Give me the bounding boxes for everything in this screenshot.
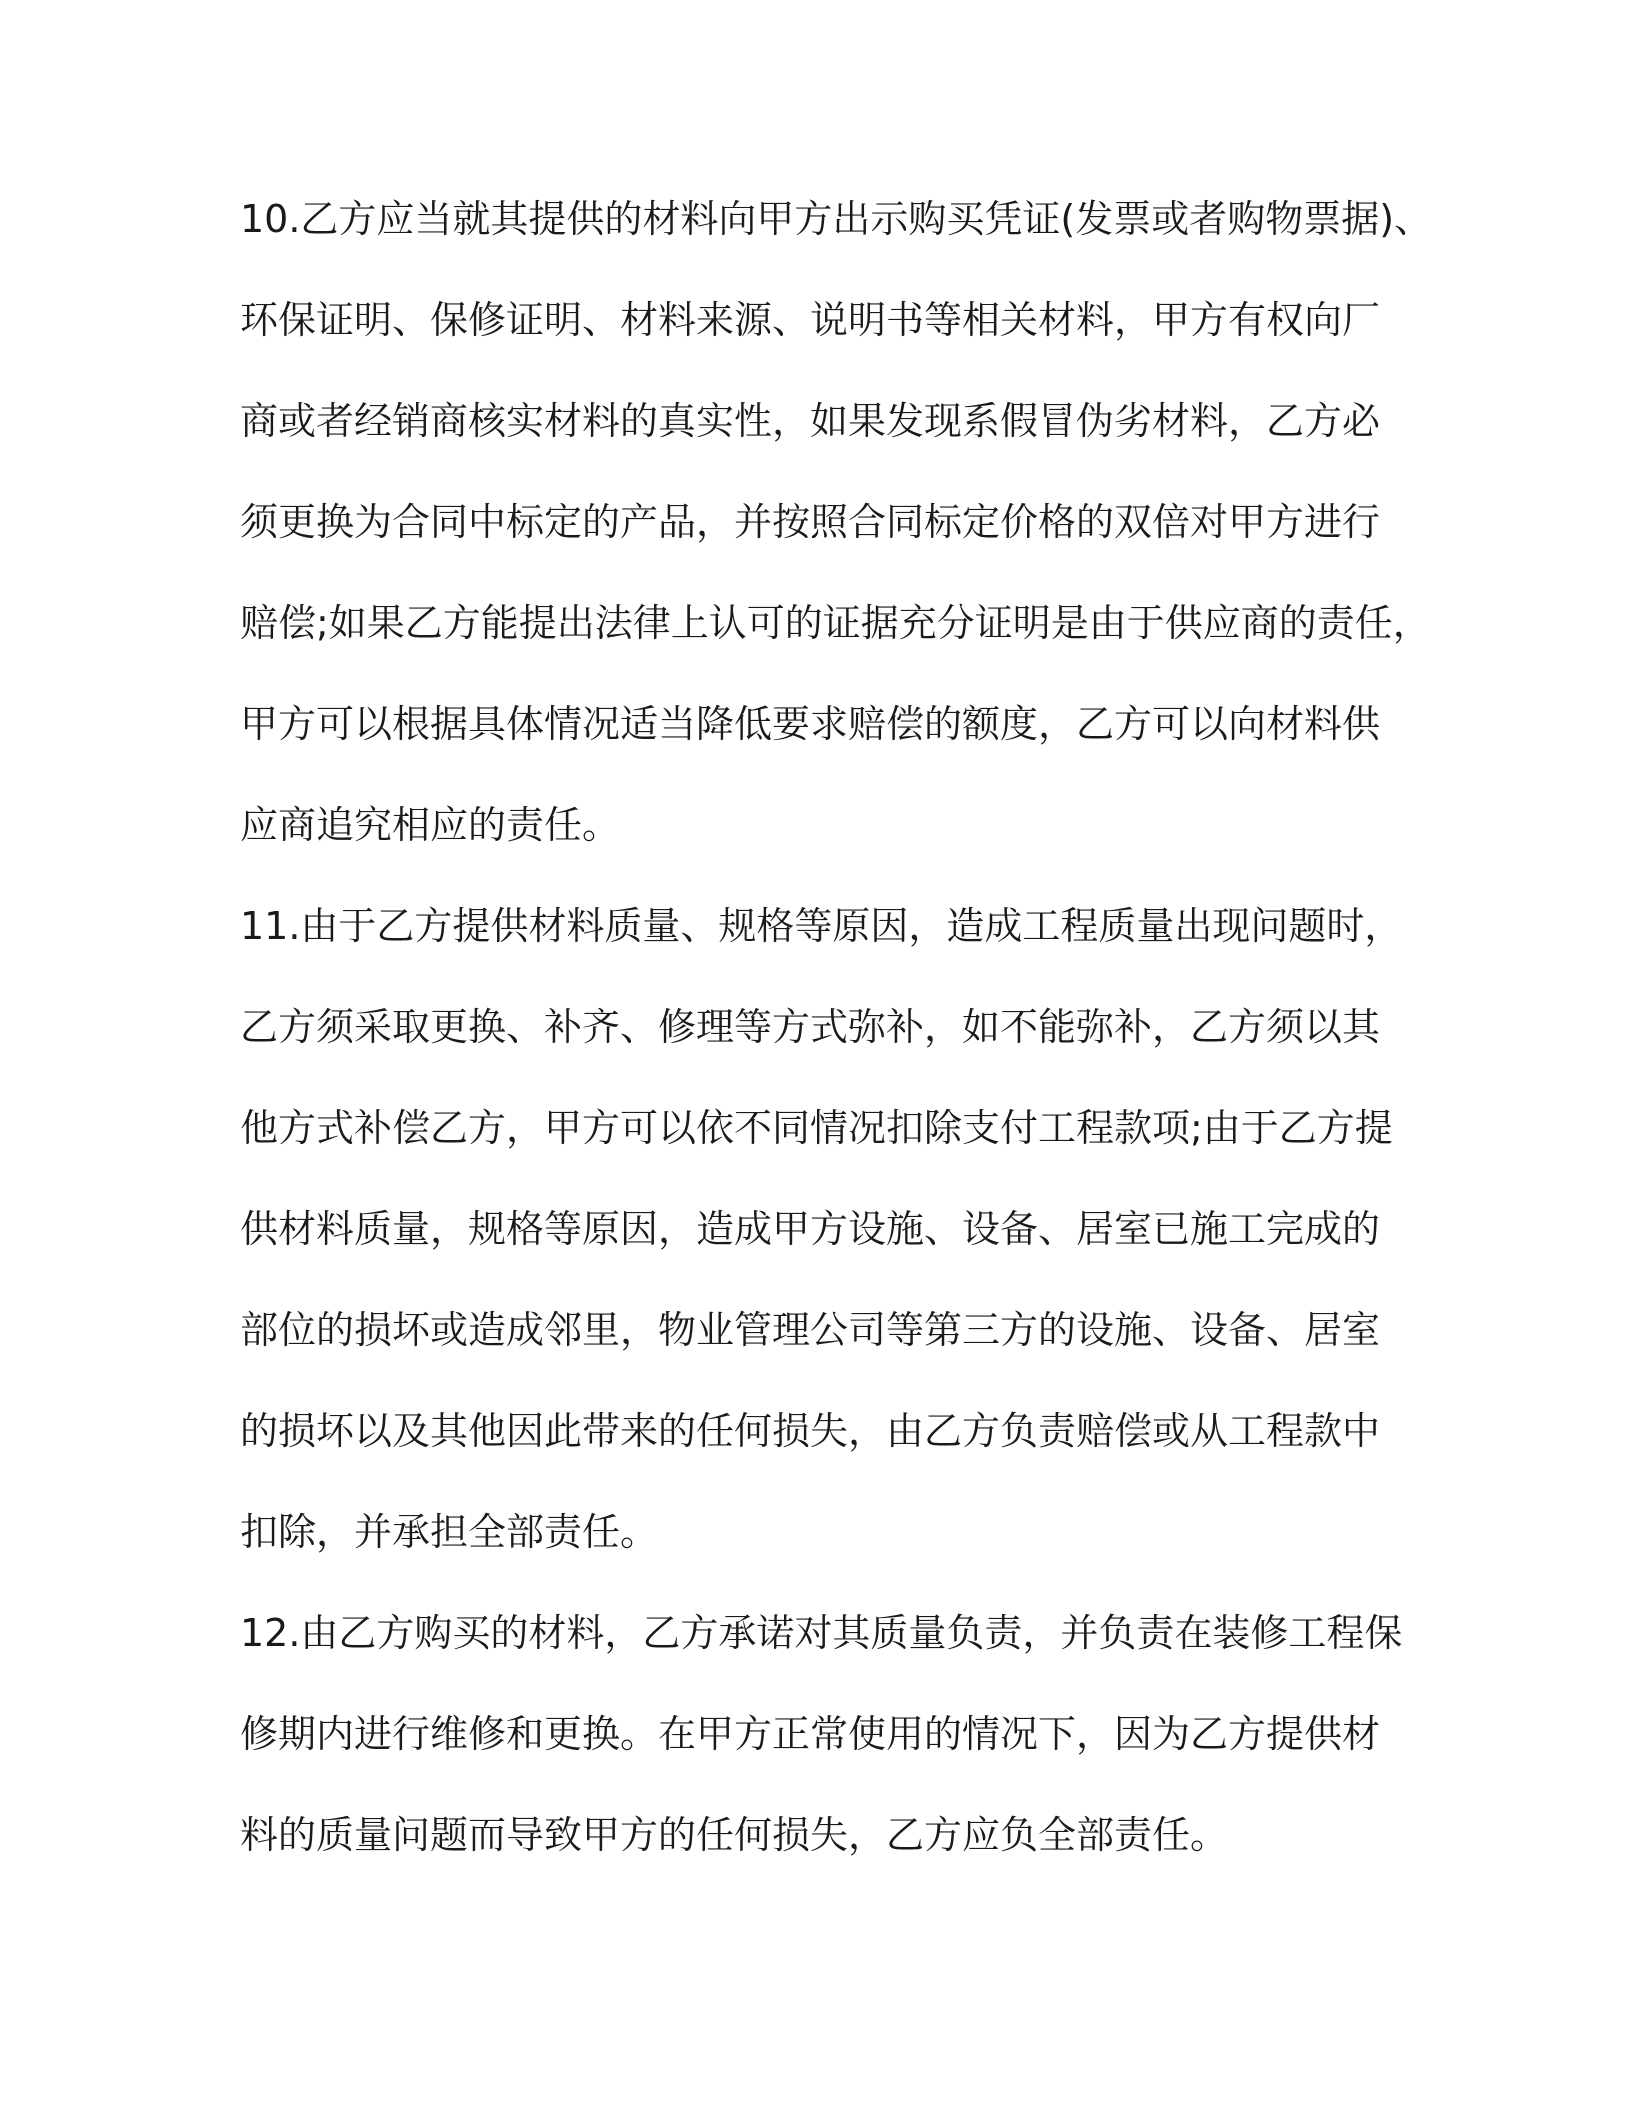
clause-10-line-5: 赔偿;如果乙方能提出法律上认可的证据充分证明是由于供应商的责任， <box>240 601 1431 645</box>
clause-11-line-2: 乙方须采取更换、补齐、修理等方式弥补，如不能弥补，乙方须以其 <box>240 1005 1381 1049</box>
clause-11-line-4: 供材料质量，规格等原因，造成甲方设施、设备、居室已施工完成的 <box>240 1207 1381 1251</box>
clause-10-line-2: 环保证明、保修证明、材料来源、说明书等相关材料，甲方有权向厂 <box>240 298 1381 342</box>
clause-11-line-6: 的损坏以及其他因此带来的任何损失，由乙方负责赔偿或从工程款中 <box>240 1409 1381 1453</box>
clause-10-line-1: 10.乙方应当就其提供的材料向甲方出示购买凭证(发票或者购物票据)、 <box>240 197 1433 241</box>
clause-11-line-3: 他方式补偿乙方，甲方可以依不同情况扣除支付工程款项;由于乙方提 <box>240 1106 1393 1150</box>
clause-10-line-3: 商或者经销商核实材料的真实性，如果发现系假冒伪劣材料，乙方必 <box>240 399 1381 443</box>
clause-10 <box>240 178 1433 885</box>
clause-10-line-6: 甲方可以根据具体情况适当降低要求赔偿的额度，乙方可以向材料供 <box>240 702 1381 746</box>
clause-12-line-3: 料的质量问题而导致甲方的任何损失，乙方应负全部责任。 <box>240 1813 1229 1857</box>
clause-10-line-4: 须更换为合同中标定的产品，并按照合同标定价格的双倍对甲方进行 <box>240 500 1381 544</box>
clause-12-line-1: 12.由乙方购买的材料，乙方承诺对其质量负责，并负责在装修工程保 <box>240 1611 1403 1655</box>
clause-10-line-7: 应商追究相应的责任。 <box>240 803 621 847</box>
clause-11-line-7: 扣除，并承担全部责任。 <box>240 1510 659 1554</box>
clause-12-line-2: 修期内进行维修和更换。在甲方正常使用的情况下，因为乙方提供材 <box>240 1712 1381 1756</box>
clause-11 <box>240 885 1403 1592</box>
clause-11-line-5: 部位的损坏或造成邻里，物业管理公司等第三方的设施、设备、居室 <box>240 1308 1381 1352</box>
clause-12 <box>240 1592 1403 1895</box>
clause-11-line-1: 11.由于乙方提供材料质量、规格等原因，造成工程质量出现问题时， <box>240 904 1403 948</box>
document-body <box>240 178 1433 1895</box>
